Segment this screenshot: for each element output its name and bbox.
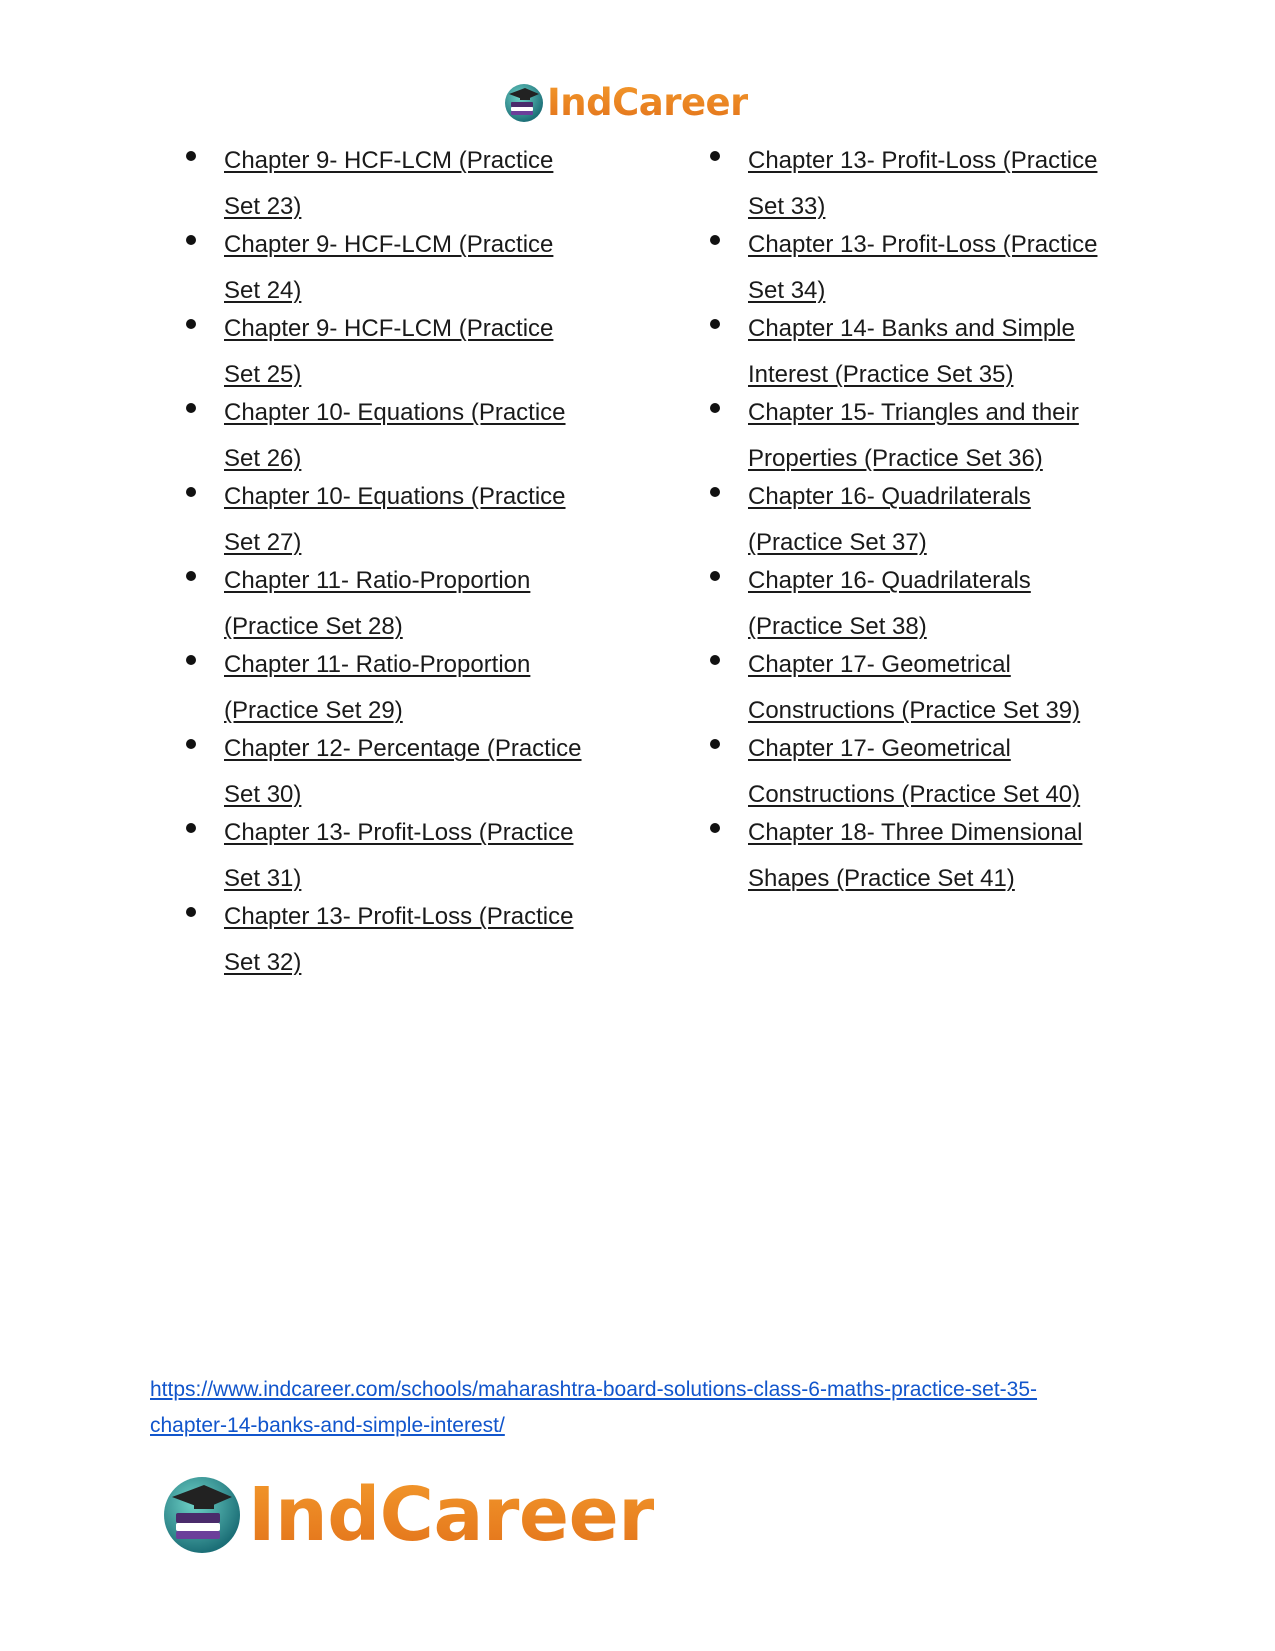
bullet-icon	[710, 823, 720, 833]
list-item	[186, 894, 626, 986]
list-item	[186, 726, 626, 818]
bullet-icon	[186, 655, 196, 665]
list-item	[710, 306, 1150, 398]
list-item	[710, 642, 1150, 734]
bullet-icon	[710, 235, 720, 245]
chapter-link[interactable]: Chapter 16- Quadrilaterals (Practice Set 37)	[748, 483, 1031, 556]
list-item	[710, 726, 1150, 818]
chapter-link[interactable]: Chapter 13- Profit-Loss (Practice Set 31)	[224, 819, 574, 892]
bullet-icon	[186, 571, 196, 581]
list-item	[710, 558, 1150, 650]
bullet-icon	[186, 907, 196, 917]
bullet-icon	[186, 739, 196, 749]
list-item	[186, 306, 626, 398]
bullet-icon	[710, 655, 720, 665]
chapter-link[interactable]: Chapter 11- Ratio-Proportion (Practice Set 28)	[224, 567, 531, 640]
bullet-icon	[710, 403, 720, 413]
bullet-icon	[186, 151, 196, 161]
left-chapter-list	[186, 146, 626, 986]
chapter-link[interactable]: Chapter 9- HCF-LCM (Practice Set 24)	[224, 231, 554, 304]
footer-logo	[160, 1470, 654, 1560]
chapter-link[interactable]: Chapter 10- Equations (Practice Set 26)	[224, 399, 566, 472]
chapter-link[interactable]: Chapter 17- Geometrical Constructions (Practice Set 39)	[748, 651, 1081, 724]
bullet-icon	[710, 151, 720, 161]
graduation-cap-book-globe-icon	[503, 82, 545, 124]
chapter-link[interactable]: Chapter 18- Three Dimensional Shapes (Practice Set 41)	[748, 819, 1083, 892]
bullet-icon	[710, 319, 720, 329]
bullet-icon	[186, 487, 196, 497]
chapter-link[interactable]: Chapter 13- Profit-Loss (Practice Set 33)	[748, 147, 1098, 220]
chapter-link[interactable]: Chapter 13- Profit-Loss (Practice Set 34)	[748, 231, 1098, 304]
bullet-icon	[186, 823, 196, 833]
header-logo	[503, 80, 748, 126]
list-item	[186, 810, 626, 902]
list-item	[710, 138, 1150, 230]
chapter-link[interactable]: Chapter 16- Quadrilaterals (Practice Set 38)	[748, 567, 1031, 640]
chapter-link[interactable]: Chapter 9- HCF-LCM (Practice Set 25)	[224, 315, 554, 388]
list-item	[186, 642, 626, 734]
list-item	[186, 474, 626, 566]
list-item	[186, 138, 626, 230]
bullet-icon	[710, 571, 720, 581]
bullet-icon	[186, 319, 196, 329]
list-item	[710, 222, 1150, 314]
list-item	[186, 390, 626, 482]
list-item	[710, 474, 1150, 566]
chapter-link[interactable]: Chapter 13- Profit-Loss (Practice Set 32)	[224, 903, 574, 976]
bullet-icon	[186, 235, 196, 245]
logo-text: IndCareer	[547, 81, 748, 124]
bullet-icon	[710, 487, 720, 497]
graduation-cap-book-globe-icon	[160, 1473, 244, 1557]
list-item	[710, 390, 1150, 482]
chapter-link[interactable]: Chapter 10- Equations (Practice Set 27)	[224, 483, 566, 556]
chapter-link[interactable]: Chapter 17- Geometrical Constructions (Practice Set 40)	[748, 735, 1081, 808]
right-chapter-list	[710, 146, 1150, 902]
chapter-link[interactable]: Chapter 12- Percentage (Practice Set 30)	[224, 735, 582, 808]
chapter-link[interactable]: Chapter 15- Triangles and their Properties (Practice Set 36)	[748, 399, 1079, 472]
chapter-link[interactable]: Chapter 14- Banks and Simple Interest (Practice Set 35)	[748, 315, 1075, 388]
source-url-link[interactable]: https://www.indcareer.com/schools/maharashtra-board-solutions-class-6-maths-practice-set-35- chapter-14-banks-and-simple-interest/	[150, 1378, 1038, 1437]
bullet-icon	[186, 403, 196, 413]
logo-text: IndCareer	[248, 1472, 655, 1558]
chapter-link[interactable]: Chapter 11- Ratio-Proportion (Practice Set 29)	[224, 651, 531, 724]
bullet-icon	[710, 739, 720, 749]
chapter-link[interactable]: Chapter 9- HCF-LCM (Practice Set 23)	[224, 147, 554, 220]
list-item	[186, 222, 626, 314]
list-item	[186, 558, 626, 650]
list-item	[710, 810, 1150, 902]
